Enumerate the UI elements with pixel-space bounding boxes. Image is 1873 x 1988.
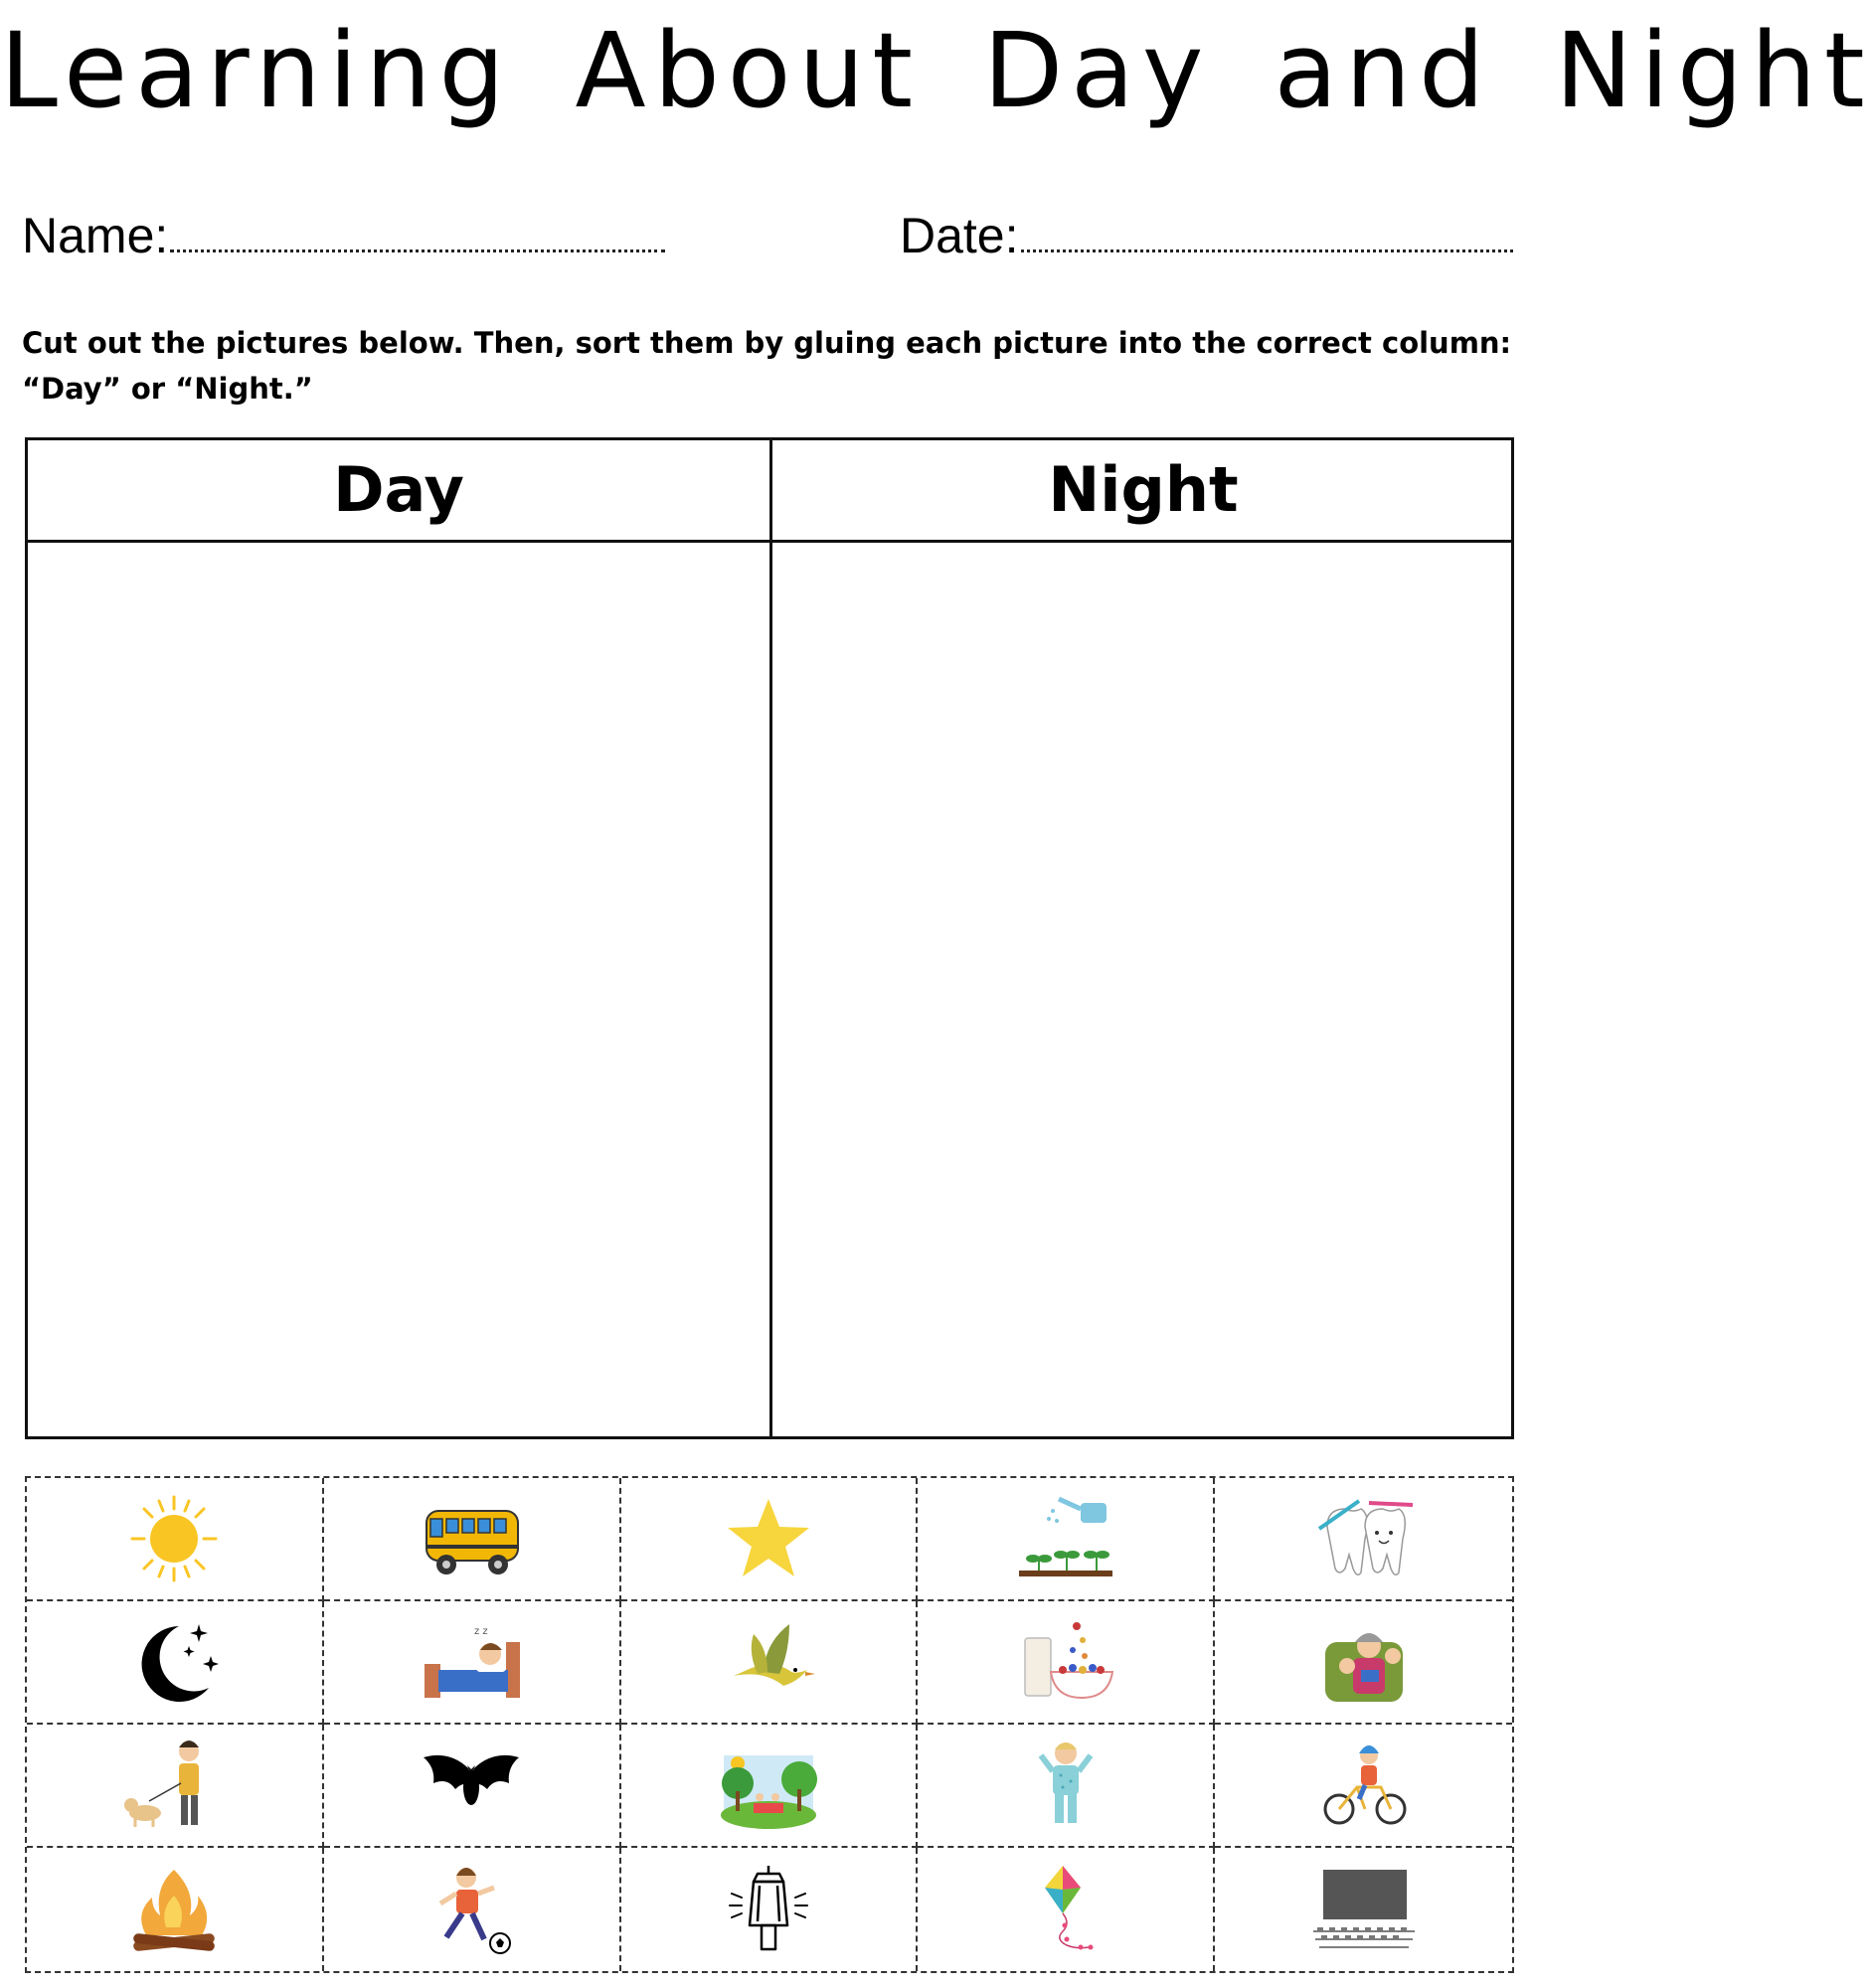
column-header-night: Night — [1048, 453, 1239, 526]
name-dotted-line — [170, 249, 665, 252]
breakfast-cereal-icon — [1011, 1612, 1120, 1712]
picture-card[interactable] — [1215, 1601, 1512, 1725]
bedtime-story-icon — [1309, 1612, 1419, 1712]
picture-card[interactable] — [324, 1725, 621, 1848]
svg-text:z z: z z — [474, 1626, 488, 1637]
night-drop-area[interactable] — [772, 543, 1514, 1436]
sorting-table — [25, 437, 1514, 1439]
picture-card[interactable] — [621, 1478, 919, 1601]
teeth-brushing-icon — [1309, 1489, 1419, 1588]
name-field[interactable] — [22, 207, 665, 264]
name-label: Name: — [22, 208, 169, 263]
watering-plants-icon — [1011, 1489, 1120, 1588]
date-dotted-line — [1021, 249, 1513, 252]
flying-bird-icon — [714, 1612, 823, 1712]
picture-card[interactable] — [1215, 1848, 1512, 1971]
street-lantern-icon — [714, 1860, 823, 1959]
kite-icon — [1011, 1860, 1120, 1959]
picture-card[interactable] — [27, 1848, 324, 1971]
picture-card[interactable] — [324, 1848, 621, 1971]
cutout-pictures-grid — [25, 1476, 1514, 1973]
picture-card[interactable] — [918, 1478, 1215, 1601]
picture-card[interactable] — [324, 1478, 621, 1601]
day-drop-area[interactable] — [28, 543, 769, 1436]
picture-card[interactable] — [621, 1848, 919, 1971]
movie-theater-icon — [1309, 1860, 1419, 1959]
picture-card[interactable] — [918, 1601, 1215, 1725]
campfire-icon — [119, 1860, 229, 1959]
crescent-moon-icon — [119, 1612, 229, 1712]
playing-soccer-icon — [417, 1860, 526, 1959]
picture-card[interactable] — [324, 1601, 621, 1725]
dog-walking-icon — [119, 1736, 229, 1835]
school-bus-icon — [417, 1489, 526, 1588]
child-sleeping-icon — [417, 1612, 526, 1712]
park-picnic-icon — [714, 1736, 823, 1835]
date-label: Date: — [900, 208, 1019, 263]
picture-card[interactable] — [27, 1601, 324, 1725]
picture-card[interactable] — [27, 1725, 324, 1848]
picture-card[interactable] — [621, 1725, 919, 1848]
child-pajamas-icon — [1011, 1736, 1120, 1835]
bike-riding-icon — [1309, 1736, 1419, 1835]
picture-card[interactable] — [1215, 1478, 1512, 1601]
star-icon — [714, 1489, 823, 1588]
instructions-text: Cut out the pictures below. Then, sort them by gluing each picture into the correct column: “Day” or “Night.” — [22, 326, 1512, 406]
sun-icon — [119, 1489, 229, 1588]
picture-card[interactable] — [621, 1601, 919, 1725]
picture-card[interactable] — [918, 1725, 1215, 1848]
picture-card[interactable] — [27, 1478, 324, 1601]
date-field[interactable] — [900, 207, 1513, 264]
picture-card[interactable] — [918, 1848, 1215, 1971]
worksheet-title: Learning About Day and Night — [0, 10, 1873, 131]
bat-icon — [417, 1736, 526, 1835]
picture-card[interactable] — [1215, 1725, 1512, 1848]
column-header-day: Day — [333, 453, 464, 526]
